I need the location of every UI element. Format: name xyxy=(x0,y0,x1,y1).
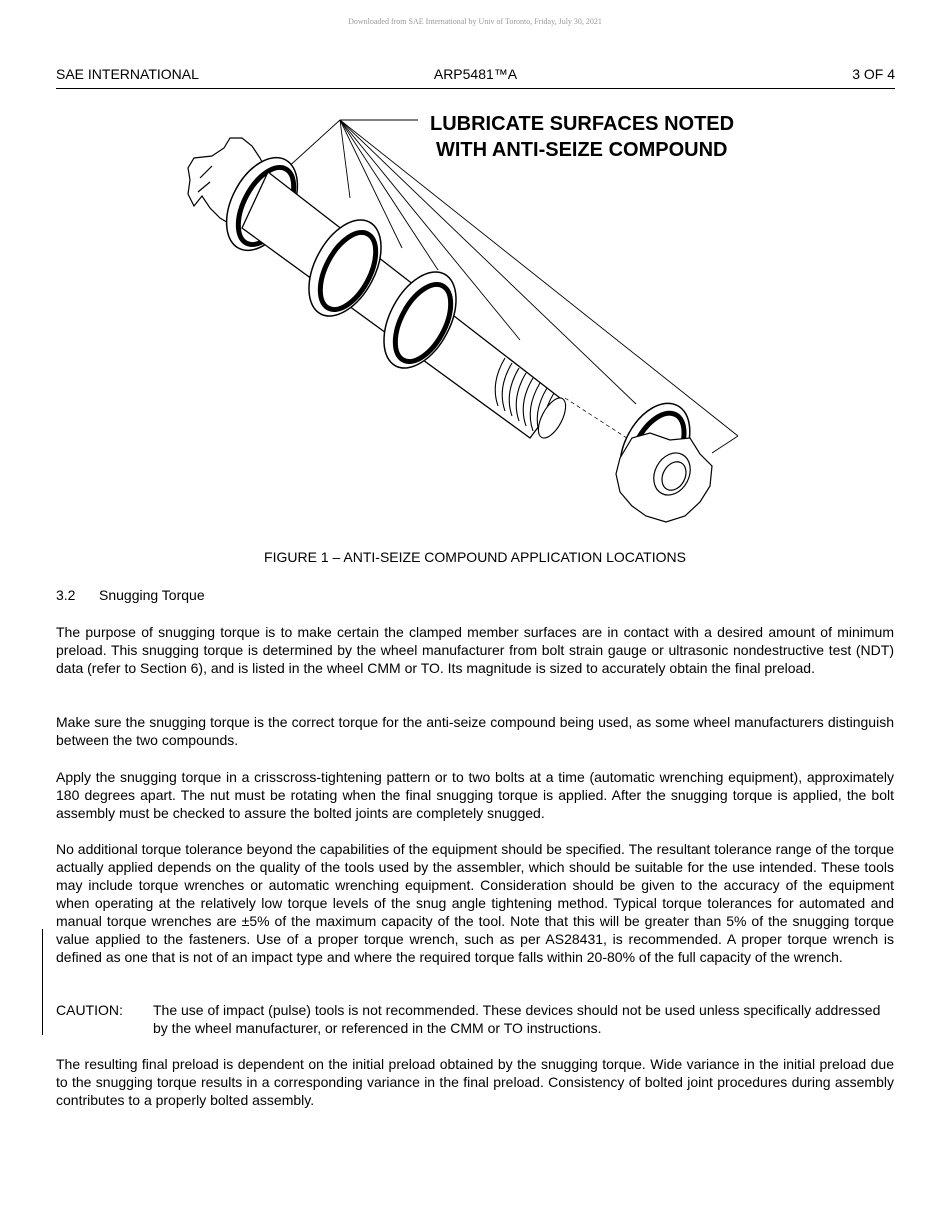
callout-line-2: WITH ANTI-SEIZE COMPOUND xyxy=(436,139,728,161)
caution-text: The use of impact (pulse) tools is not recommended. These devices should not be used unless specifically addressed by the wheel manufacturer, or referenced in the CMM or TO instructions. xyxy=(153,1002,881,1036)
nut xyxy=(606,392,712,522)
header-document-number: ARP5481™A xyxy=(433,66,518,82)
callout-line-1: LUBRICATE SURFACES NOTED xyxy=(430,113,735,135)
download-watermark: Downloaded from SAE International by Univ of Toronto, Friday, July 30, 2021 xyxy=(348,17,602,26)
page-header xyxy=(56,66,895,89)
bolt-assembly-figure xyxy=(180,108,780,538)
paragraph-final-preload: The resulting final preload is dependent on the initial preload obtained by the snugging torque. Wide variance in the initial preload due to the snugging torque results in a corresponding variance in the final preload. Consistency of bolted joint procedures during assembly contributes to a properly bolted assembly. xyxy=(56,1056,894,1108)
section-number: 3.2 xyxy=(56,587,76,603)
paragraph-tightening-pattern: Apply the snugging torque in a crisscross-tightening pattern or to two bolts at a time (automatic wrenching equipment), approximately 180 degrees apart. The nut must be rotating when the final snugging torque is applied. After the snugging torque is applied, the bolt assembly must be checked to assure the bolted joints are completely snugged. xyxy=(56,769,894,821)
section-title: Snugging Torque xyxy=(99,587,205,603)
revision-change-bar xyxy=(42,929,43,1035)
section-heading xyxy=(56,587,205,603)
caution-label: CAUTION: xyxy=(56,1002,123,1018)
header-organization: SAE INTERNATIONAL xyxy=(56,66,199,82)
caution-note xyxy=(56,1001,894,1037)
header-page-number: 3 OF 4 xyxy=(852,66,895,82)
paragraph-torque-tolerance: No additional torque tolerance beyond the capabilities of the equipment should be specified. The resultant tolerance range of the torque actually applied depends on the quality of the tools used by the assembler, which should be suitable for the use intended. These tools may include torque wrenches or automatic wrenching equipment. Consideration should be given to the accuracy of the equipment when operating at the relatively low torque levels of the snug angle tightening method. Typical torque tolerances for automated and manual torque wrenches are ±5% of the maximum capacity of the tool. Note that this will be greater than 5% of the snugging torque value applied to the fasteners. Use of a proper torque wrench, such as per AS28431, is recommended. A proper torque wrench is defined as one that is not of an impact type and where the required torque falls within 20-80% of the full capacity of the wrench. xyxy=(56,841,894,965)
paragraph-correct-torque: Make sure the snugging torque is the correct torque for the anti-seize compound being used, as some wheel manufacturers distinguish between the two compounds. xyxy=(56,714,894,748)
paragraph-purpose: The purpose of snugging torque is to make certain the clamped member surfaces are in contact with a desired amount of minimum preload. This snugging torque is determined by the wheel manufacturer from bolt strain gauge or ultrasonic nondestructive test (NDT) data (refer to Section 6), and is listed in the wheel CMM or TO. Its magnitude is sized to accurately obtain the final preload. xyxy=(56,624,894,676)
figure-caption: FIGURE 1 – ANTI-SEIZE COMPOUND APPLICATION LOCATIONS xyxy=(264,549,686,565)
